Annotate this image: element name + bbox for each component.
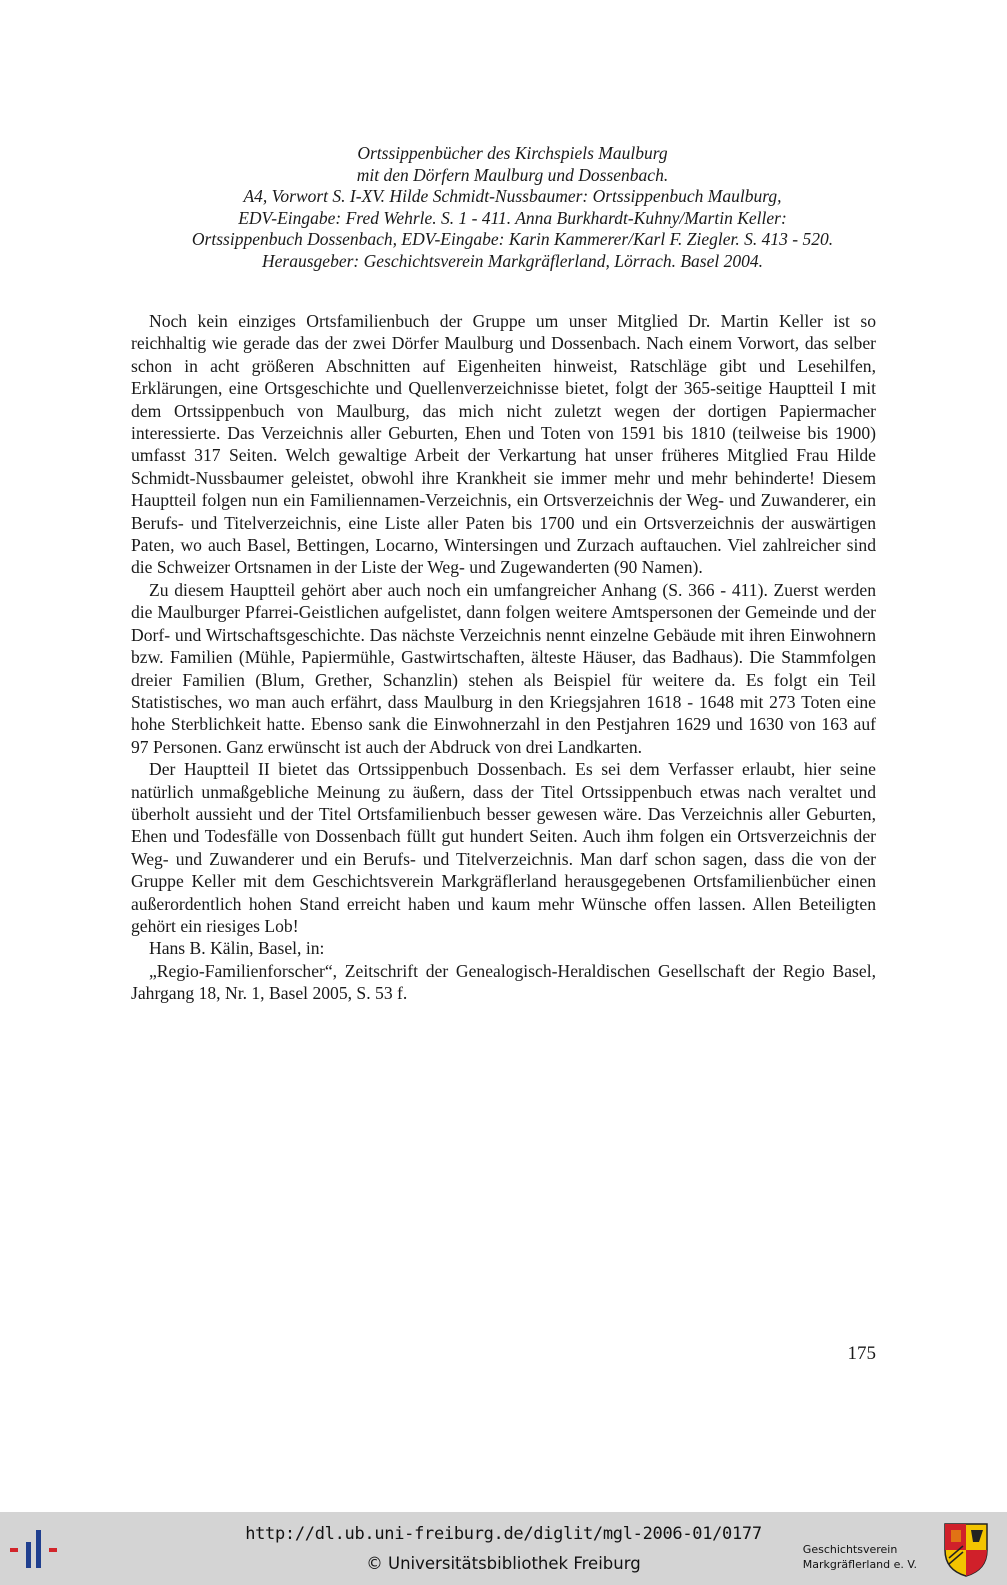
coat-of-arms-icon — [943, 1522, 989, 1578]
society-name-line2: Markgräflerland e. V. — [802, 1558, 917, 1571]
paragraph: Noch kein einziges Ortsfamilienbuch der Gruppe um unser Mitglied Dr. Martin Keller ist so reichhaltig wie gerade das der zwei Dörfer Maulburg und Dossenbach. Nach einem Vorwort, das selber schon in acht größeren Abschnitten auf Eigenheiten hinweist, Ratschläge gibt und Lesehilfen, Erklärungen, eine Ortsgeschichte und Quellenverzeichnisse bietet, folgt der 365-seitige Hauptteil I mit dem Ortssippenbuch von Maulburg, das mich nicht zuletzt wegen der dortigen Papiermacher interessierte. Das Verzeichnis aller Geburten, Ehen und Toten von 1591 bis 1810 (teilweise bis 1900) umfasst 317 Seiten. Welch gewaltige Arbeit der Verkartung hat unser früheres Mitglied Frau Hilde Schmidt-Nussbaumer geleistet, obwohl ihre Krankheit sie immer mehr und mehr behinderte! Diesem Hauptteil folgen nun ein Familiennamen-Verzeichnis, ein Ortsverzeichnis der Weg- und Zuwanderer, ein Berufs- und Titelverzeichnis, eine Liste aller Paten bis 1700 und ein Ortsverzeichnis der auswärtigen Paten, wo auch Basel, Bettingen, Locarno, Wintersingen und Zurzach auftauchen. Viel zahlreicher sind die Schweizer Ortsnamen in der Liste der Weg- und Zugewanderten (90 Namen). — [131, 311, 876, 578]
header-line: A4, Vorwort S. I-XV. Hilde Schmidt-Nussbaumer: Ortssippenbuch Maulburg, — [243, 186, 782, 206]
author-line: Hans B. Kälin, Basel, in: — [149, 938, 325, 959]
footer-bar — [0, 1512, 1007, 1585]
permalink-url[interactable]: http://dl.ub.uni-freiburg.de/diglit/mgl-2006-01/0177 — [245, 1524, 762, 1544]
citation-header — [120, 143, 905, 272]
header-line: EDV-Eingabe: Fred Wehrle. S. 1 - 411. Anna Burkhardt-Kuhny/Martin Keller: — [238, 207, 787, 228]
header-line: Herausgeber: Geschichtsverein Markgräflerland, Lörrach. Basel 2004. — [262, 250, 763, 271]
page-number: 175 — [847, 1343, 876, 1364]
paragraph: Zu diesem Hauptteil gehört aber auch noch ein umfangreicher Anhang (S. 366 - 411). Zuerst werden die Maulburger Pfarrei-Geistlichen aufgelistet, dann folgen weitere Amtspersonen der Gemeinde und der Dorf- und Wirtschaftsgeschichte. Das nächste Verzeichnis nennt einzelne Gebäude mit ihren Einwohnern bzw. Familien (Mühle, Papiermühle, Gastwirtschaften, älteste Häuser, das Badhaus). Die Stammfolgen dreier Familien (Blum, Grether, Schanzlin) stehen als Beispiel für weitere da. Es folgt ein Teil Statistisches, wo man auch erfährt, dass Maulburg in den Kriegsjahren 1618 - 1648 mit 273 Toten eine hohe Sterblichkeit hatte. Ebenso sank die Einwohnerzahl in den Pestjahren 1629 und 1630 von 163 auf 97 Personen. Ganz erwünscht ist auch der Abdruck von drei Landkarten. — [131, 579, 876, 757]
copyright-notice: © Universitätsbibliothek Freiburg — [366, 1554, 641, 1573]
header-line: Ortssippenbuch Dossenbach, EDV-Eingabe: Karin Kammerer/Karl F. Ziegler. S. 413 - 520. — [191, 229, 834, 249]
paragraph: Der Hauptteil II bietet das Ortssippenbuch Dossenbach. Es sei dem Verfasser erlaubt, hier seine natürlich unmaßgebliche Meinung zu äußern, dass der Titel Ortssippenbuch etwas nach veraltet und überholt aussieht und der Titel Ortsfamilienbuch besser gewesen wäre. Das Verzeichnis aller Geburten, Ehen und Todesfälle von Dossenbach füllt gut hundert Seiten. Auch ihm folgen ein Ortsverzeichnis der Weg- und Zuwanderer und ein Berufs- und Titelverzeichnis. Man darf schon sagen, dass die von der Gruppe Keller mit dem Geschichtsverein Markgräflerland herausgegebenen Ortsfamilienbücher einen außerordentlich hohen Stand erreicht haben und kaum mehr Wünsche offen lassen. Allen Beteiligten gehört ein riesiges Lob! — [131, 759, 876, 936]
society-name — [803, 1542, 917, 1572]
review-body — [131, 310, 876, 1005]
society-name-line1: Geschichtsverein — [802, 1543, 898, 1556]
header-line: mit den Dörfern Maulburg und Dossenbach. — [356, 164, 669, 185]
header-line: Ortssippenbücher des Kirchspiels Maulburg — [357, 143, 668, 163]
source-citation: „Regio-Familienforscher“, Zeitschrift der Genealogisch-Heraldischen Gesellschaft der Regio Basel, Jahrgang 18, Nr. 1, Basel 2005, S. 53 f. — [131, 960, 876, 1004]
